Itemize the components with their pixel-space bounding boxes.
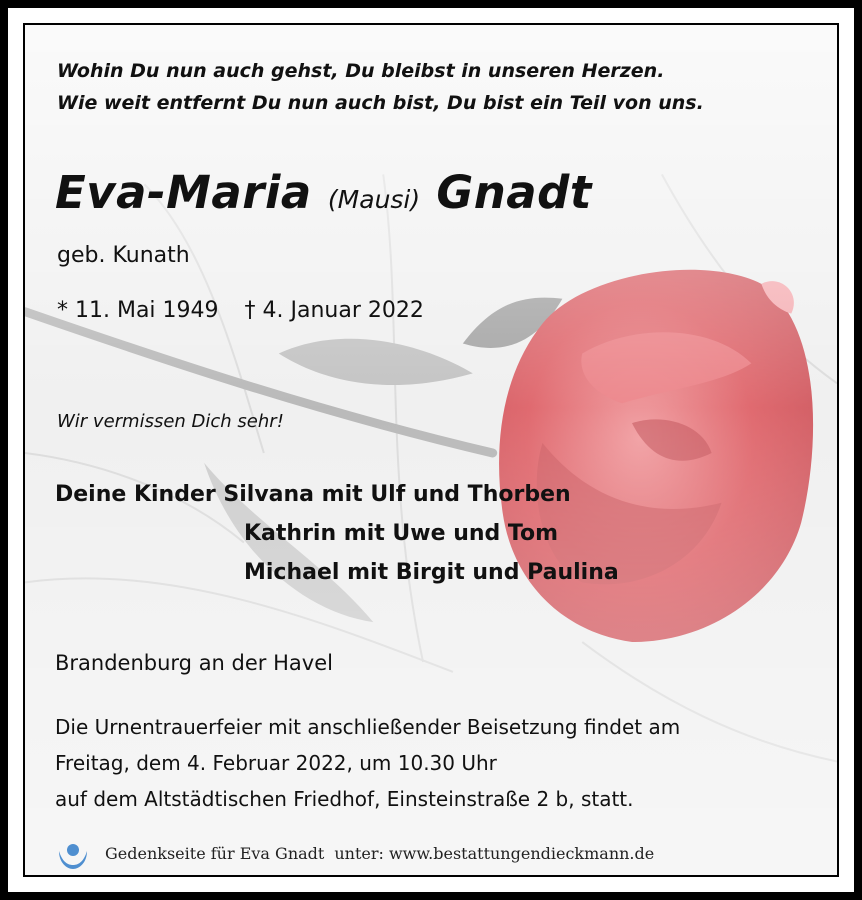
ceremony-info: [55, 709, 680, 817]
birth-name: geb. Kunath: [57, 243, 190, 268]
memorial-logo-icon: [55, 835, 91, 871]
life-dates: [57, 298, 424, 323]
memorial-page-label: Gedenkseite für Eva Gnadt: [105, 843, 325, 863]
memorial-page-url[interactable]: unter: www.bestattungendieckmann.de: [334, 843, 655, 863]
birth-date: * 11. Mai 1949: [57, 298, 219, 323]
family-line-3: Michael mit Birgit und Paulina: [244, 560, 619, 585]
deceased-name: [55, 166, 592, 219]
last-name: Gnadt: [436, 166, 592, 219]
first-name: Eva-Maria: [55, 166, 312, 219]
quote-line-2: Wie weit entfernt Du nun auch bist, Du bist ein Teil von uns.: [57, 92, 704, 114]
ceremony-line-3: auf dem Altstädtischen Friedhof, Einsteinstraße 2 b, statt.: [55, 787, 634, 811]
place: Brandenburg an der Havel: [55, 651, 333, 675]
ceremony-line-1: Die Urnentrauerfeier mit anschließender Beisetzung findet am: [55, 715, 681, 739]
death-date: † 4. Januar 2022: [244, 298, 424, 323]
obituary-card: [23, 23, 839, 877]
family-line-1: Deine Kinder Silvana mit Ulf und Thorben: [55, 482, 571, 507]
nickname: (Mausi): [327, 185, 421, 214]
quote: [57, 55, 704, 119]
footer: [55, 835, 654, 871]
family-line-2: Kathrin mit Uwe und Tom: [244, 521, 559, 546]
ceremony-line-2: Freitag, dem 4. Februar 2022, um 10.30 Uhr: [55, 751, 497, 775]
quote-line-1: Wohin Du nun auch gehst, Du bleibst in unseren Herzen.: [57, 60, 665, 82]
outer-frame: [8, 8, 854, 892]
message: Wir vermissen Dich sehr!: [57, 411, 284, 432]
